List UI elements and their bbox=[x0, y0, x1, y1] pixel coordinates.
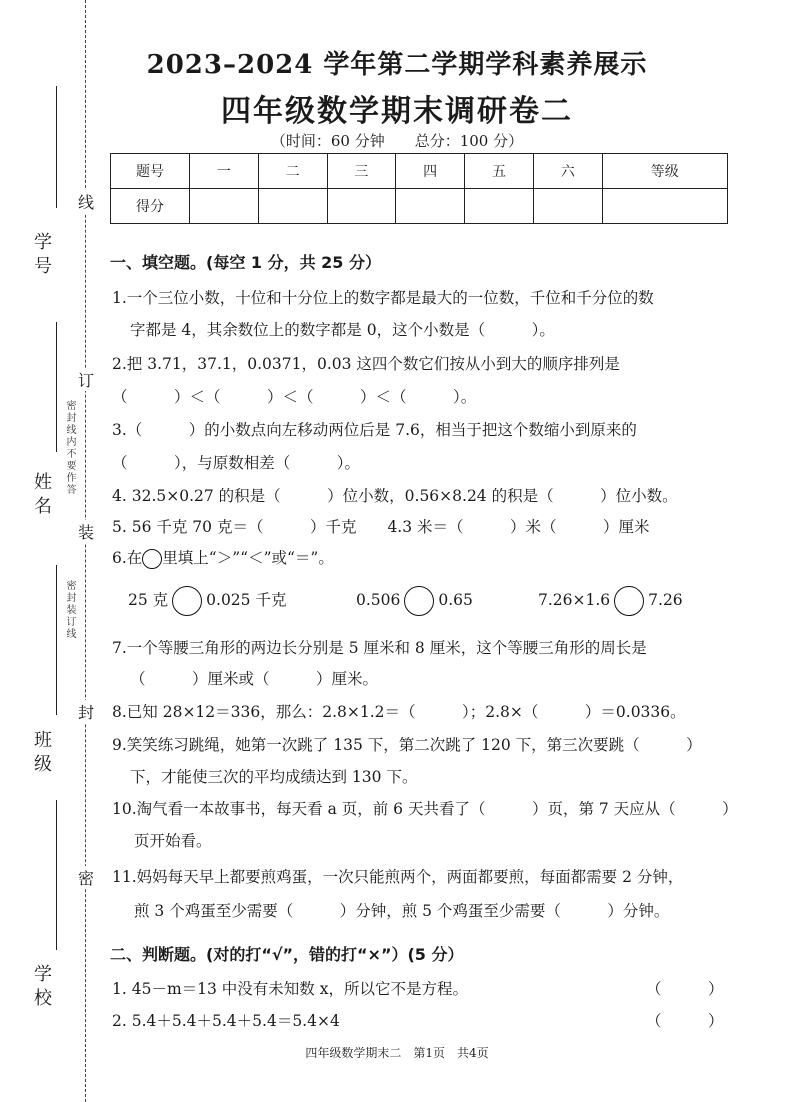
seal-char-feng: 封 bbox=[78, 700, 94, 723]
seal-char-mi: 密 bbox=[78, 866, 94, 889]
school-label: 学校 bbox=[31, 964, 52, 1012]
compare-2-right: 0.65 bbox=[438, 591, 473, 609]
compare-item-2 bbox=[356, 586, 473, 616]
school-blank bbox=[56, 800, 57, 950]
seal-char-xian: 线 bbox=[78, 190, 94, 213]
question-11-line1: 11.妈妈每天早上都要煎鸡蛋，一次只能煎两个，两面都要煎，每面都需要 2 分钟， bbox=[112, 868, 684, 886]
score-input-cell[interactable] bbox=[396, 189, 465, 224]
compare-1-left: 25 克 bbox=[128, 591, 169, 609]
judge-question-2: 2. 5.4＋5.4＋5.4＋5.4＝5.4×4 bbox=[112, 1012, 340, 1030]
question-1-line2: 字都是 4，其余数位上的数字都是 0，这个小数是（ ）。 bbox=[130, 321, 555, 339]
class-label: 班级 bbox=[31, 730, 52, 778]
compare-2-left: 0.506 bbox=[356, 591, 401, 609]
question-11-line2: 煎 3 个鸡蛋至少需要（ ）分钟，煎 5 个鸡蛋至少需要（ ）分钟。 bbox=[134, 902, 670, 920]
compare-3-left: 7.26×1.6 bbox=[538, 591, 611, 609]
question-3-line1: 3.（ ）的小数点向左移动两位后是 7.6，相当于把这个数缩小到原来的 bbox=[112, 421, 637, 439]
question-10-line1: 10.淘气看一本故事书，每天看 a 页，前 6 天共看了（ ）页，第 7 天应从（ ） bbox=[112, 800, 738, 818]
section2-heading: 二、判断题。(对的打“√”，错的打“×”）(5 分） bbox=[110, 945, 464, 964]
score-cell: 等级 bbox=[602, 154, 727, 189]
score-cell: 二 bbox=[258, 154, 327, 189]
question-9-line1: 9.笑笑练习跳绳，她第一次跳了 135 下，第二次跳了 120 下，第三次要跳（ ） bbox=[112, 736, 702, 754]
score-table-score-row bbox=[111, 189, 728, 224]
section1-heading: 一、填空题。(每空 1 分，共 25 分） bbox=[110, 253, 381, 272]
binding-dashed-line bbox=[85, 0, 86, 1102]
score-cell: 五 bbox=[465, 154, 534, 189]
question-3-line2: （ ），与原数相差（ ）。 bbox=[112, 454, 361, 472]
circle-icon bbox=[142, 549, 162, 569]
compare-circle-3[interactable] bbox=[614, 586, 644, 616]
class-blank bbox=[56, 565, 57, 715]
binding-note-bottom: 密封装订线 bbox=[64, 580, 75, 640]
page-footer: 四年级数学期末二 第1页 共4页 bbox=[305, 1046, 489, 1060]
question-4: 4. 32.5×0.27 的积是（ ）位小数，0.56×8.24 的积是（ ）位小数。 bbox=[112, 487, 678, 505]
seal-char-zhuang: 装 bbox=[78, 520, 94, 543]
seal-char-ding: 订 bbox=[78, 368, 94, 391]
student-id-label: 学号 bbox=[31, 232, 52, 280]
exam-subtitle: （时间：60 分钟 总分：100 分） bbox=[270, 132, 524, 150]
judge-answer-bracket-2[interactable]: （ ） bbox=[646, 1012, 724, 1030]
name-label: 姓名 bbox=[31, 472, 52, 520]
judge-question-1: 1. 45－m＝13 中没有未知数 x，所以它不是方程。 bbox=[112, 980, 468, 998]
score-input-cell[interactable] bbox=[533, 189, 602, 224]
score-input-cell[interactable] bbox=[190, 189, 259, 224]
score-input-cell[interactable] bbox=[258, 189, 327, 224]
question-5: 5. 56 千克 70 克＝（ ）千克 4.3 米＝（ ）米（ ）厘米 bbox=[112, 518, 650, 536]
score-input-cell[interactable] bbox=[327, 189, 396, 224]
question-6-prefix: 6.在 bbox=[112, 549, 143, 567]
compare-3-right: 7.26 bbox=[648, 591, 683, 609]
question-10-line2: 页开始看。 bbox=[134, 832, 212, 850]
question-2-line2: （ ）＜（ ）＜（ ）＜（ ）。 bbox=[112, 388, 477, 406]
compare-circle-1[interactable] bbox=[172, 586, 202, 616]
name-blank bbox=[56, 322, 57, 452]
exam-title-line2: 四年级数学期末调研卷二 bbox=[221, 94, 573, 129]
compare-item-3 bbox=[538, 586, 683, 616]
score-cell: 三 bbox=[327, 154, 396, 189]
question-9-line2: 下，才能使三次的平均成绩达到 130 下。 bbox=[130, 768, 418, 786]
compare-item-1 bbox=[128, 586, 286, 616]
question-6-instruction: 里填上“＞”“＜”或“＝”。 bbox=[162, 549, 334, 567]
score-table bbox=[110, 153, 728, 224]
question-1-line1: 1.一个三位小数，十位和十分位上的数字都是最大的一位数，千位和千分位的数 bbox=[112, 289, 654, 307]
score-input-cell[interactable] bbox=[602, 189, 727, 224]
score-cell: 四 bbox=[396, 154, 465, 189]
binding-note-top: 密封线内不要作答 bbox=[64, 400, 75, 496]
score-cell: 得分 bbox=[111, 189, 190, 224]
compare-circle-2[interactable] bbox=[404, 586, 434, 616]
question-8: 8.已知 28×12＝336，那么：2.8×1.2＝（ ）；2.8×（ ）＝0.0336。 bbox=[112, 703, 686, 721]
compare-1-right: 0.025 千克 bbox=[206, 591, 287, 609]
score-input-cell[interactable] bbox=[465, 189, 534, 224]
question-7-line1: 7.一个等腰三角形的两边长分别是 5 厘米和 8 厘米，这个等腰三角形的周长是 bbox=[112, 639, 647, 657]
exam-title-line1: 2023–2024 学年第二学期学科素养展示 bbox=[146, 50, 648, 80]
score-table-header-row bbox=[111, 154, 728, 189]
score-cell: 题号 bbox=[111, 154, 190, 189]
question-2-line1: 2.把 3.71，37.1，0.0371，0.03 这四个数它们按从小到大的顺序排列是 bbox=[112, 355, 620, 373]
judge-answer-bracket-1[interactable]: （ ） bbox=[646, 980, 724, 998]
question-6 bbox=[112, 546, 334, 569]
score-cell: 六 bbox=[533, 154, 602, 189]
score-cell: 一 bbox=[190, 154, 259, 189]
question-7-line2: （ ）厘米或（ ）厘米。 bbox=[130, 670, 379, 688]
